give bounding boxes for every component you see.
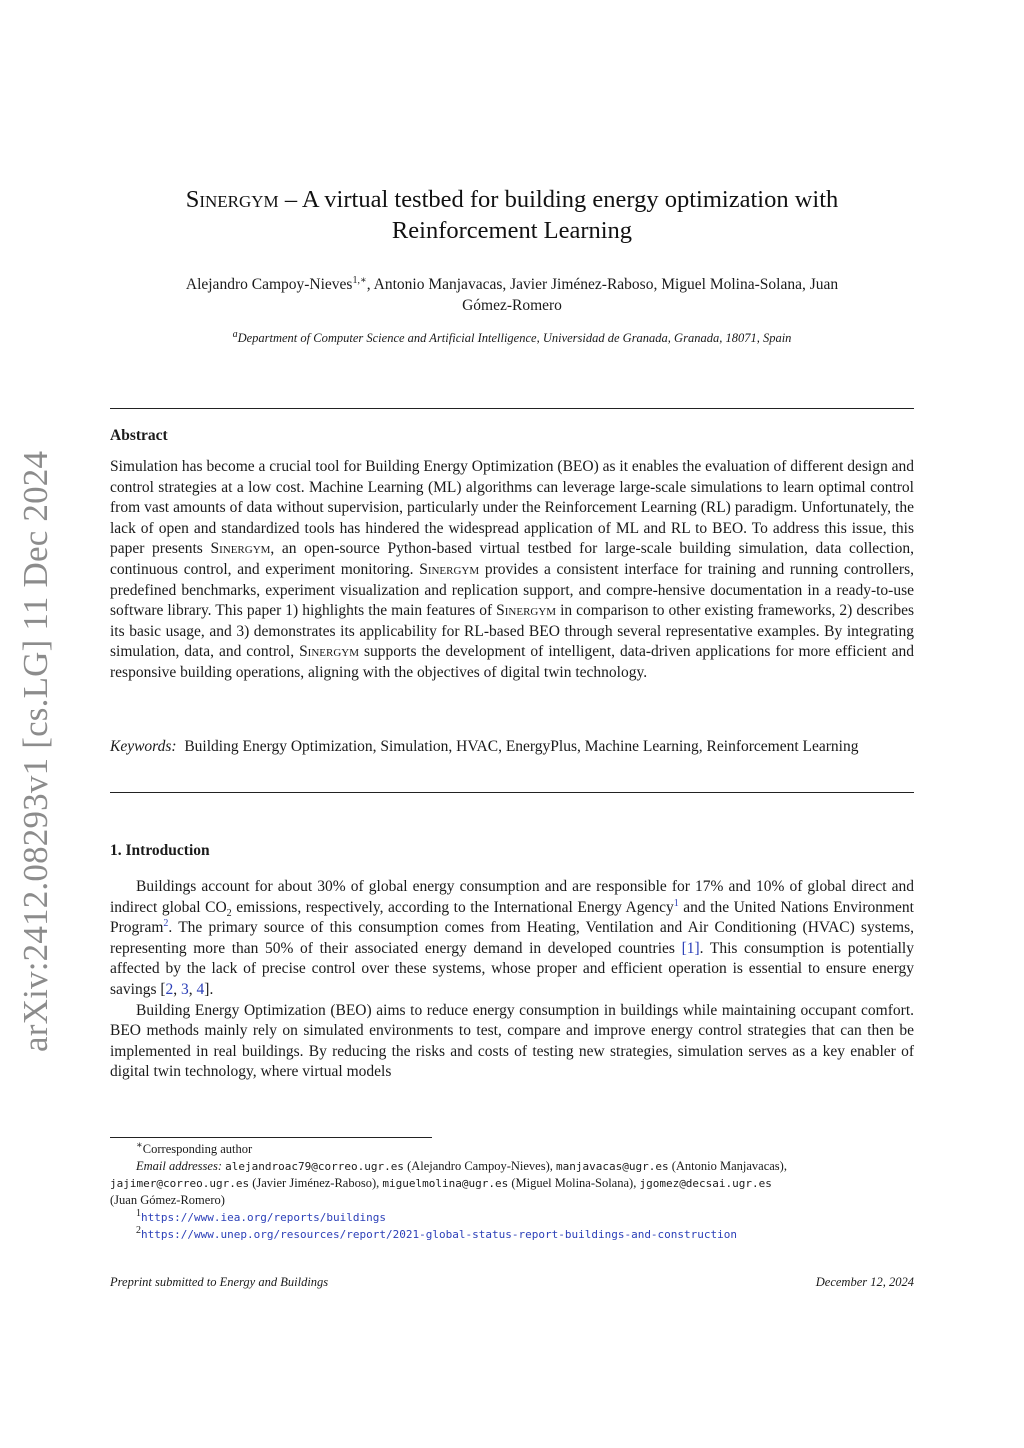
keywords-label: Keywords: (110, 738, 177, 755)
footnote-1-link[interactable]: https://www.iea.org/reports/buildings (141, 1211, 387, 1224)
email-2[interactable]: manjavacas@ugr.es (555, 1160, 669, 1173)
authors-line2: Gómez-Romero (462, 297, 562, 314)
abstract-name-1: Sinergym (210, 540, 271, 558)
intro-paragraph-1: Buildings account for about 30% of global energy consumption and are responsible for 17% and 10% of global direct and indirect global $CO_2$ emissions, respectively, according to the International Energy Agency$^1$ and the United Nations Environment Program$^2$. The primary source of this consumption comes from Heating, Ventilation and Air Conditioning (HVAC) systems, representing more than 50% of their associated energy demand in developed countries [1]. This consumption is potentially affected by the lack of precise control over these systems, whose proper and efficient operation is essential to ensure energy savings [2, 3, 4]. (110, 878, 914, 998)
corresponding-author-note (110, 1141, 914, 1158)
footnote-link-2[interactable]: 2 (163, 918, 169, 930)
footnote-rule (110, 1137, 432, 1138)
intro-paragraph-2: Building Energy Optimization (BEO) aims to reduce energy consumption in buildings while maintaining occupant comfort. BEO methods mainly rely on simulated environments to test, compare and improve energy control strategies that can then be implemented in real buildings. By reducing the risks and costs of testing new strategies, simulation serves as a key enabler of digital twin technology, where virtual models (110, 1001, 914, 1081)
affiliation-text: Department of Computer Science and Artificial Intelligence, Universidad de Granada, Granada, 18071, Spain (237, 331, 792, 345)
title-name: Sinergym (185, 186, 279, 213)
author-list (110, 274, 914, 316)
footnote-2-mark: 2 (136, 1224, 141, 1236)
section-heading-introduction: 1. Introduction (110, 842, 210, 859)
citation-bracket: ] (204, 980, 210, 998)
abstract-text-5: supports the development of intelligent, data-driven applications for more efficient and responsive building operations, aligning with the objectives of digital twin technology. (110, 643, 914, 681)
abstract-top-rule (110, 408, 914, 409)
abstract-bottom-rule (110, 792, 914, 793)
abstract-name-3: Sinergym (496, 602, 557, 620)
title-line2: Reinforcement Learning (391, 217, 633, 244)
email-owner: (Antonio Manjavacas), (668, 1159, 787, 1173)
footer-submission: Preprint submitted to Energy and Buildings (110, 1275, 329, 1289)
intro-text: . The primary source of this consumption comes from Heating, Ventilation and Air Conditioning (HVAC) systems, representing more than 50% of their associated energy demand in developed countries (110, 919, 914, 957)
keywords-text: Building Energy Optimization, Simulation, HVAC, EnergyPlus, Machine Learning, Reinforcement Learning (184, 738, 859, 755)
email-line-1 (110, 1158, 914, 1175)
co2-subscript: 2 (226, 907, 232, 919)
intro-text: Buildings account for about 30% of global energy consumption and are responsible for 17% and 10% of global direct and indirect global CO (110, 878, 914, 916)
author-first: Alejandro Campoy-Nieves (185, 276, 353, 293)
abstract-heading: Abstract (110, 427, 168, 444)
intro-text: emissions, respectively, according to the International Energy Agency (231, 898, 674, 916)
footnote-2-link[interactable]: https://www.unep.org/resources/report/2021-global-status-report-buildings-and-construction (141, 1228, 738, 1241)
corr-text: Corresponding author (142, 1142, 253, 1156)
abstract-text-2: , an open-source Python-based virtual testbed for large-scale building simulation, data collection, continuous control, and experiment monitoring. (110, 540, 914, 578)
introduction-body (110, 877, 914, 1083)
author-marks: 1,∗ (352, 274, 367, 286)
abstract-text-3: provides a consistent interface for training and running controllers, predefined benchmarks, experiment visualization and replication support, and compre-hensive documentation in a ready-to-use software library. This paper 1) highlights the main features of (110, 560, 915, 620)
email-label: Email addresses: (136, 1159, 222, 1173)
citation-bracket: [ (160, 980, 166, 998)
citation-1[interactable]: [1] (681, 939, 700, 957)
citation-4[interactable]: 4 (196, 980, 205, 998)
email-owner: (Javier Jiménez-Raboso), (249, 1176, 383, 1190)
email-owner: (Alejandro Campoy-Nieves), (403, 1159, 556, 1173)
email-line-3: (Juan Gómez-Romero) (110, 1193, 225, 1207)
paper-title (110, 184, 914, 246)
abstract-text-4: in comparison to other existing frameworks, 2) describes its basic usage, and 3) demonstrates its applicability for RL-based BEO through several representative examples. By integrating simulation, data, and control, (110, 602, 914, 661)
footer-date: December 12, 2024 (815, 1275, 914, 1289)
abstract-text-1: Simulation has become a crucial tool for Building Energy Optimization (BEO) as it enables the evaluation of different design and control strategies at a low cost. Machine Learning (ML) algorithms can leverage large-scale simulations to learn optimal control from vast amounts of data without supervision, particularly under the Reinforcement Learning (RL) paradigm. Unfortunately, the lack of open and standardized tools has hindered the widespread application of ML and RL to BEO. To address this issue, this paper presents (110, 458, 914, 558)
intro-text: . (209, 980, 214, 998)
footnote-1 (110, 1209, 914, 1226)
title-line1: – A virtual testbed for building energy optimization with (278, 186, 839, 213)
abstract-name-4: Sinergym (299, 643, 360, 661)
affiliation (110, 328, 914, 346)
affiliation-mark: a (232, 328, 238, 340)
abstract-name-2: Sinergym (419, 560, 480, 578)
email-line-2 (110, 1175, 914, 1192)
footnotes (110, 1141, 914, 1243)
keywords (110, 737, 914, 758)
intro-text: . This consumption is potentially affected by the lack of precise control over these systems, whose proper and efficient operation is essential to ensure energy savings (110, 939, 914, 998)
email-1[interactable]: alejandroac79@correo.ugr.es (225, 1160, 404, 1173)
citation-3[interactable]: 3 (181, 980, 189, 998)
arxiv-watermark: arXiv:2412.08293v1 [cs.LG] 11 Dec 2024 (16, 450, 55, 1052)
corr-mark: ∗ (136, 1139, 143, 1151)
email-4[interactable]: miguelmolina@ugr.es (382, 1177, 509, 1190)
abstract-body (110, 457, 914, 684)
authors-rest: , Antonio Manjavacas, Javier Jiménez-Raboso, Miguel Molina-Solana, Juan (366, 276, 839, 293)
email-5[interactable]: jgomez@decsai.ugr.es (639, 1177, 772, 1190)
footnote-link-1[interactable]: 1 (673, 897, 679, 909)
email-3[interactable]: jajimer@correo.ugr.es (110, 1177, 250, 1190)
intro-text: and the United Nations Environment Program (110, 898, 914, 937)
footnote-2 (110, 1226, 914, 1243)
citation-2[interactable]: 2 (165, 980, 174, 998)
footnote-1-mark: 1 (136, 1207, 141, 1219)
email-owner: (Miguel Molina-Solana), (508, 1176, 640, 1190)
